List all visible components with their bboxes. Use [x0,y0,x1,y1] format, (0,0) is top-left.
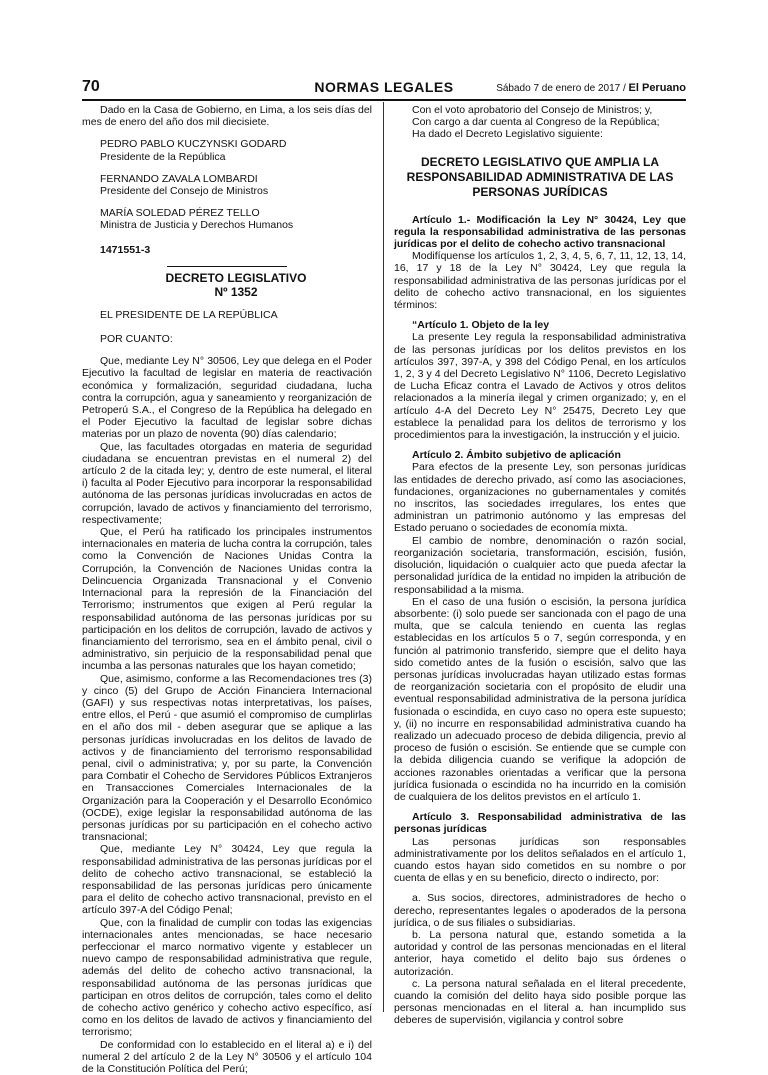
newspaper-name: El Peruano [628,82,686,94]
president-heading: EL PRESIDENTE DE LA REPÚBLICA [100,308,278,321]
article-2-paragraph: El cambio de nombre, denominación o razón social, reorganización societaria, transformación, escisión, fusión, disolución, liquidación o cualquier acto que pueda afectar la personalidad jurídica de la entidad no impiden la atribución de responsabilidad a la misma. [394,534,686,596]
document-code: 1471551-3 [100,243,151,256]
publication-title: NORMAS LEGALES [314,79,454,95]
article-1-body: Modifíquense los artículos 1, 2, 3, 4, 5, 6, 7, 11, 12, 13, 14, 16, 17 y 18 de la Ley N° 30424, Ley que regula la responsabilidad administrativa de las personas jurídicas por el delito de cohecho activo transnacional, en los siguientes términos: [394,250,686,312]
list-item: a. Sus socios, directores, administradores de hecho o derecho, representantes legales o apoderados de la persona jurídica, o de sus filiales o subsidiarias. [394,892,686,929]
considerando-paragraph: Que, mediante Ley N° 30506, Ley que delega en el Poder Ejecutivo la facultad de legislar en materia de reactivación económica y formalización, seguridad ciudadana, lucha contra la corrupción, agua y saneamiento y reorganización de Petroperú S.A., el Congreso de la República ha delegado en el Poder Ejecutivo la facultad de legislar sobre dichas materias por un plazo de noventa (90) días calendario; [82,355,372,441]
list-item: b. La persona natural que, estando sometida a la autoridad y control de las personas mencionadas en el literal anterior, haya cometido el delito bajo sus órdenes o autorización. [394,928,686,978]
considerando-paragraph: Que, las facultades otorgadas en materia de seguridad ciudadana se encuentran previstas en el numeral 2) del artículo 2 de la citada ley; y, dentro de este numeral, el literal i) faculta al Poder Ejecutivo para incorporar la responsabilidad autónoma de las personas jurídicas involucradas en actos de corrupción, lavado de activos y financiamiento del terrorismo, respectivamente; [82,440,372,526]
column-divider [383,102,384,1012]
decree-heading: DECRETO LEGISLATIVO QUE AMPLIA LA RESPONSABILIDAD ADMINISTRATIVA DE LAS PERSONAS JURÍDICAS [406,154,674,199]
header-rule [82,99,686,101]
signatory-name: FERNANDO ZAVALA LOMBARDI [100,172,258,185]
page-header [82,78,686,98]
approval-line: Ha dado el Decreto Legislativo siguiente: [412,128,603,141]
article-2-paragraph: En el caso de una fusión o escisión, la persona jurídica absorbente: (i) solo puede ser sancionada con el pago de una multa, que se calcula teniendo en cuenta las reglas establecidas en los artículos 5 o 7, según corresponda, y en función al patrimonio transferido, siempre que el delito haya sido cometido antes de la fusión o escisión, salvo que las personas jurídicas involucradas hayan utilizado estas formas de reorganización societaria con el propósito de eludir una eventual responsabilidad administrativa de la persona jurídica fusionada o escindida, en cuyo caso no opera este supuesto; y, (ii) no incurre en responsabilidad administrativa cuando ha realizado un adecuado proceso de debida diligencia, previo al proceso de fusión o escisión. Se entiende que se cumple con la debida diligencia cuando se verifique la adopción de acciones razonables orientadas a verificar que la persona jurídica fusionada o escindida no ha incurrido en la comisión de cualquiera de los delitos previstos en el artículo 1. [394,595,686,803]
list-item: c. La persona natural señalada en el literal precedente, cuando la comisión del delito haya sido posible porque las personas mencionadas en el literal a. han incumplido sus deberes de supervisión, vigilancia y control sobre [394,977,686,1027]
por-cuanto: POR CUANTO: [100,333,173,346]
approval-line: Con cargo a dar cuenta al Congreso de la República; [412,116,660,129]
approval-line: Con el voto aprobatorio del Consejo de Ministros; y, [412,104,653,116]
article-3-body: Las personas jurídicas son responsables administrativamente por los delitos señalados en el artículo 1, cuando estos hayan sido cometidos en su nombre o por cuenta de ellas y en su beneficio, directo o indirecto, por: [394,835,686,885]
signatory-title: Presidente del Consejo de Ministros [100,185,269,198]
issue-date: Sábado 7 de enero de 2017 / [496,83,626,94]
objeto-body: La presente Ley regula la responsabilidad administrativa de las personas jurídicas por los delitos previstos en los artículos 397, 397-A, y 398 del Código Penal, en los artículos 1, 2, 3 y 4 del Decreto Legislativo N° 1106, Decreto Legislativo de Lucha Eficaz contra el Lavado de Activos y otros delitos relacionados a la minería ilegal y crimen organizado; y, en el artículo 4-A del Decreto Ley N° 25475, Decreto Ley que establece la penalidad para los delitos de terrorismo y los procedimientos para la investigación, la instrucción y el juicio. [394,331,686,442]
considerando-paragraph: Que, asimismo, conforme a las Recomendaciones tres (3) y cinco (5) del Grupo de Acción Financiera Internacional (GAFI) y sus respectivas notas interpretativas, los países, entre ellos, el Perú - que asumió el compromiso de cumplirlas en el año dos mil - deben asegurar que se aplique a las personas jurídicas involucradas en los delitos de lavado de activos y de financiamiento del terrorismo responsabilidad penal, civil o administrativa; y, por su parte, la Convención para Combatir el Cohecho de Servidores Públicos Extranjeros en Transacciones Comerciales Internacionales de la Organización para la Cooperación y el Desarrollo Económico (OCDE), exige legislar la responsabilidad autónoma de las personas jurídicas por su participación en el cohecho activo transnacional; [82,672,372,844]
dateline [496,82,686,94]
article-3-heading: Artículo 3. Responsabilidad administrativa de las personas jurídicas [394,811,686,836]
signatory-name: PEDRO PABLO KUCZYNSKI GODARD [100,138,287,151]
signatory-title: Ministra de Justicia y Derechos Humanos [100,219,294,232]
closing-paragraph: Dado en la Casa de Gobierno, en Lima, a los seis días del mes de enero del año dos mil diecisiete. [82,104,372,129]
decree-number: Nº 1352 [214,284,258,299]
signatory-name: MARÍA SOLEDAD PÉREZ TELLO [100,207,260,220]
decree-rule [167,266,287,267]
decree-title: DECRETO LEGISLATIVO [165,270,307,285]
article-2-heading: Artículo 2. Ámbito subjetivo de aplicación [412,449,621,462]
article-1-heading: Artículo 1.- Modificación la Ley N° 30424, Ley que regula la responsabilidad administrativa de las personas jurídicas por el delito de cohecho activo transnacional [394,213,686,251]
article-2-paragraph: Para efectos de la presente Ley, son personas jurídicas las entidades de derecho privado, así como las asociaciones, fundaciones, organizaciones no gubernamentales y comités no inscritos, las sociedades irregulares, los entes que administran un patrimonio autónomo y las empresas del Estado peruano o sociedades de economía mixta. [394,461,686,535]
objeto-heading: “Artículo 1. Objeto de la ley [412,319,550,332]
signatory-title: Presidente de la República [100,150,226,163]
considerando-paragraph: De conformidad con lo establecido en el literal a) e i) del numeral 2 del artículo 2 de la Ley N° 30506 y el artículo 104 de la Constitución Política del Perú; [82,1038,372,1075]
considerando-paragraph: Que, con la finalidad de cumplir con todas las exigencias internacionales antes mencionadas, se hace necesario perfeccionar el marco normativo vigente y establecer un nuevo campo de responsabilidad administrativa que regule, además del delito de cohecho activo transnacional, la responsabilidad autónoma de las personas jurídicas que participan en otros delitos de corrupción, tales como el delito de cohecho activo genérico y cohecho activo específico, así como en los delitos de lavado de activos y financiamiento del terrorismo; [82,916,372,1039]
page-number: 70 [82,78,100,95]
considerando-paragraph: Que, mediante Ley N° 30424, Ley que regula la responsabilidad administrativa de las personas jurídicas por el delito de cohecho activo transnacional, se estableció la responsabilidad de las personas jurídicas pero únicamente para el delito de cohecho activo transnacional, previsto en el artículo 397-A del Código Penal; [82,843,372,917]
left-column [82,104,372,1075]
right-column [394,104,686,1027]
considerando-paragraph: Que, el Perú ha ratificado los principales instrumentos internacionales en materia de lucha contra la corrupción, tales como la Convención de Naciones Unidas Contra la Corrupción, la Convención de Naciones Unidas contra la Delincuencia Organizada Transnacional y el Convenio Internacional para la represión de la Financiación del Terrorismo; instrumentos que exigen al Perú regular la responsabilidad autónoma de las personas jurídicas por su participación en los delitos de corrupción, lavado de activos y financiamiento del terrorismo, sea en el ámbito penal, civil o administrativo, sin perjuicio de la responsabilidad penal que incumba a las personas naturales que los hayan cometido; [82,526,372,673]
